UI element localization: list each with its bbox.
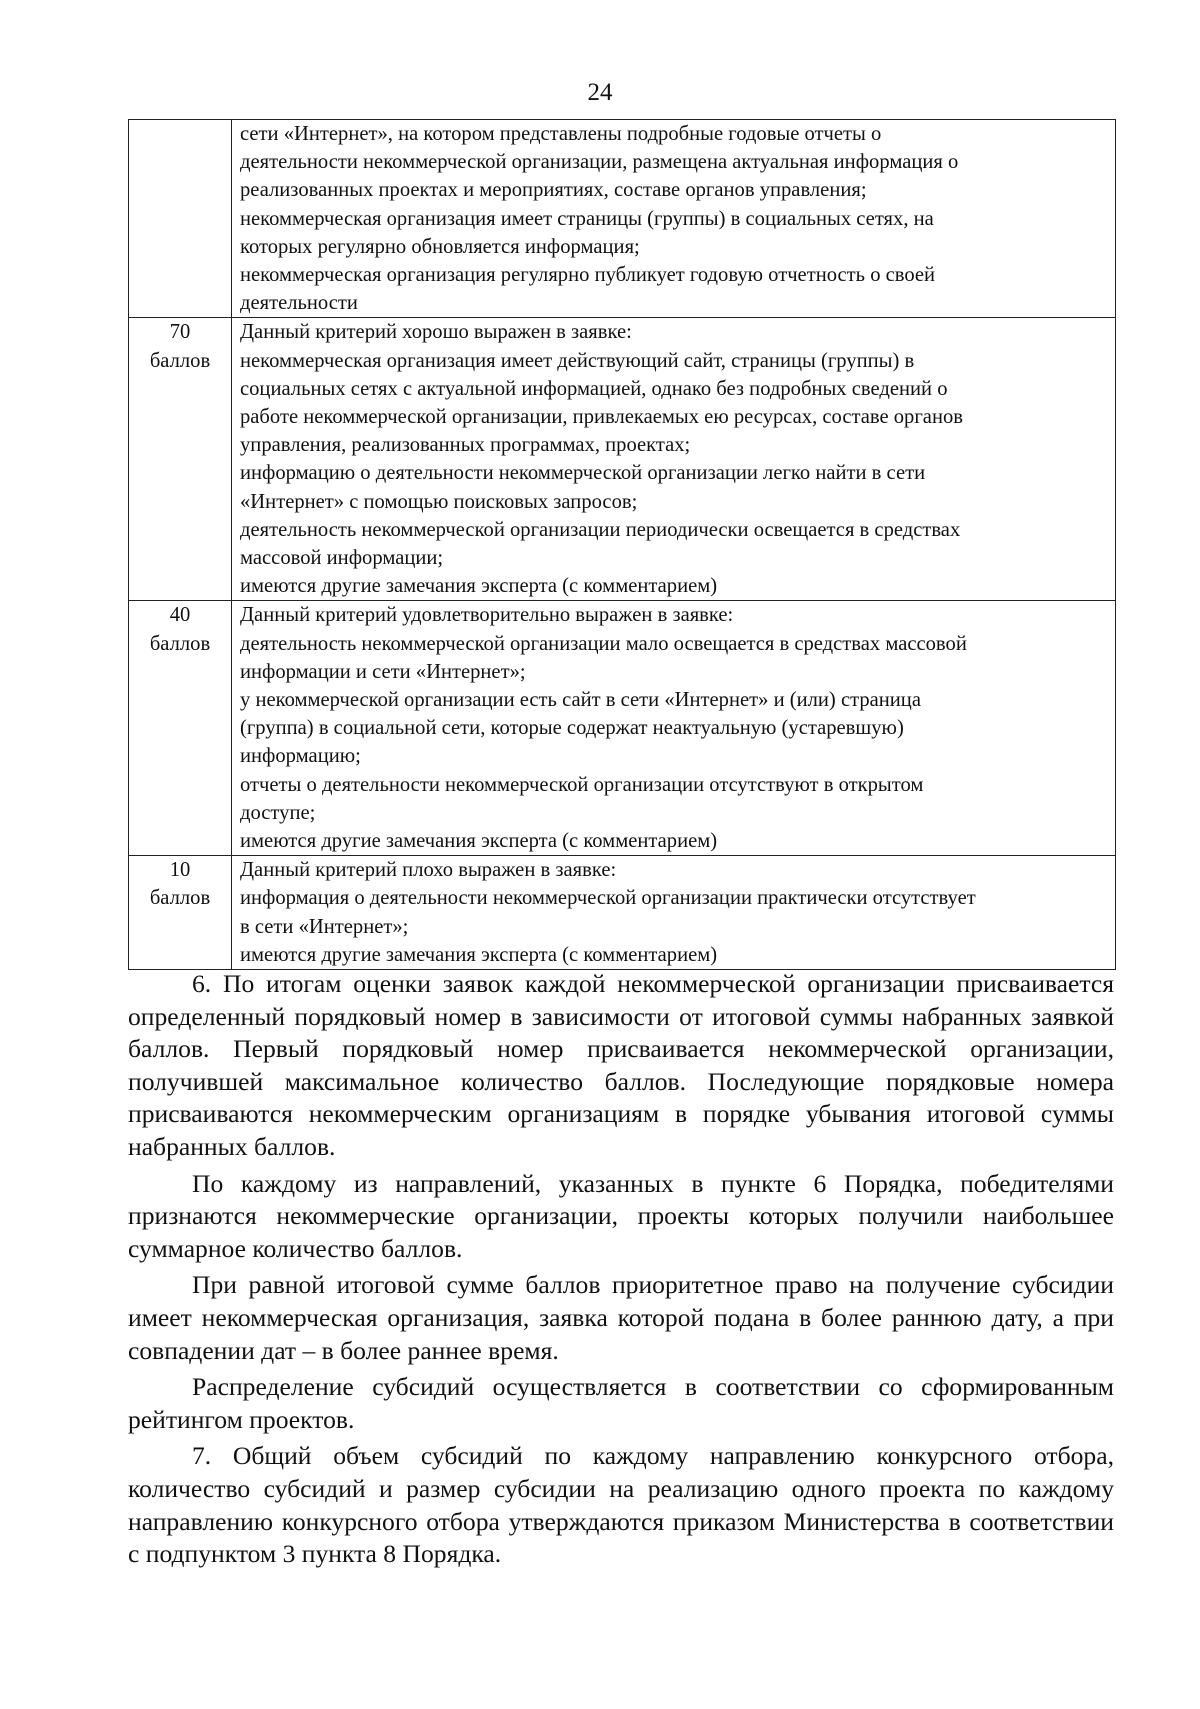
criteria-row: [129, 318, 1116, 601]
criteria-description: [232, 856, 1116, 970]
criteria-line: имеются другие замечания эксперта (с комментарием): [240, 943, 718, 966]
criteria-line: деятельность некоммерческой организации мало освещается в средствах массовой: [240, 632, 967, 655]
body-paragraph: По каждому из направлений, указанных в пункте 6 Порядка, победителями признаются некоммерческие организации, проекты которых получили наибольшее суммарное количество баллов.: [128, 1168, 1114, 1263]
body-paragraph: Распределение субсидий осуществляется в соответствии со сформированным рейтингом проектов.: [128, 1372, 1114, 1434]
criteria-line: работе некоммерческой организации, привлекаемых ею ресурсах, составе органов: [240, 406, 963, 429]
score-value: 40: [169, 604, 191, 627]
criteria-line: Данный критерий хорошо выражен в заявке:: [240, 321, 632, 344]
criteria-line: которых регулярно обновляется информация;: [240, 235, 640, 258]
score-value: 70: [169, 321, 191, 344]
criteria-line: некоммерческая организация регулярно публикует годовую отчетность о своей: [240, 264, 936, 287]
criteria-row: [129, 601, 1116, 856]
criteria-line: «Интернет» с помощью поисковых запросов;: [240, 490, 638, 513]
criteria-line: некоммерческая организация имеет страницы (группы) в социальных сетях, на: [240, 207, 934, 230]
criteria-line: информации и сети «Интернет»;: [240, 660, 526, 683]
body-paragraph: 6. По итогам оценки заявок каждой некоммерческой организации присваивается определенный порядковый номер в зависимости от итоговой суммы набранных заявкой баллов. Первый порядковый номер присваивается некоммерческой организации, получившей максимальное количество баллов. Последующие порядковые номера присваиваются некоммерческим организациям в порядке убывания итоговой суммы набранных баллов.: [128, 969, 1114, 1161]
criteria-line: сети «Интернет», на котором представлены подробные годовые отчеты о: [240, 123, 882, 145]
score-cell: [129, 318, 232, 601]
score-cell: [129, 856, 232, 970]
criteria-line: информацию о деятельности некоммерческой организации легко найти в сети: [240, 462, 926, 485]
criteria-description: [232, 318, 1116, 601]
criteria-line: реализованных проектах и мероприятиях, составе органов управления;: [240, 179, 867, 202]
page-number: 24: [587, 79, 613, 106]
criteria-line: деятельность некоммерческой организации периодически освещается в средствах: [240, 518, 961, 541]
body-paragraph: При равной итоговой сумме баллов приоритетное право на получение субсидии имеет некоммерческая организация, заявка которой подана в более раннюю дату, а при совпадении дат – в более раннее время.: [128, 1270, 1114, 1365]
criteria-line: доступе;: [240, 801, 316, 824]
criteria-row: [129, 120, 1116, 318]
criteria-line: деятельности: [240, 292, 358, 315]
criteria-line: социальных сетях с актуальной информацией, однако без подробных сведений о: [240, 377, 948, 400]
criteria-line: Данный критерий плохо выражен в заявке:: [240, 859, 617, 882]
criteria-line: у некоммерческой организации есть сайт в сети «Интернет» и (или) страница: [240, 689, 921, 712]
criteria-line: информация о деятельности некоммерческой организации практически отсутствует: [240, 887, 976, 910]
criteria-line: имеются другие замечания эксперта (с комментарием): [240, 575, 718, 598]
score-unit: баллов: [149, 349, 211, 372]
criteria-line: имеются другие замечания эксперта (с комментарием): [240, 830, 718, 853]
criteria-line: информацию;: [240, 745, 361, 768]
criteria-line: Данный критерий удовлетворительно выражен в заявке:: [240, 604, 734, 627]
criteria-line: некоммерческая организация имеет действующий сайт, страницы (группы) в: [240, 349, 915, 372]
criteria-row: [129, 856, 1116, 970]
score-value: 10: [169, 859, 191, 882]
criteria-description: [232, 120, 1116, 318]
body-paragraph: 7. Общий объем субсидий по каждому направлению конкурсного отбора, количество субсидий и размер субсидии на реализацию одного проекта по каждому направлению конкурсного отбора утверждаются приказом Министерства в соответствии с подпунктом 3 пункта 8 Порядка.: [128, 1441, 1114, 1569]
criteria-line: управления, реализованных программах, проектах;: [240, 434, 691, 457]
criteria-line: в сети «Интернет»;: [240, 915, 409, 938]
criteria-table: [128, 119, 1116, 970]
score-unit: баллов: [149, 632, 211, 655]
score-cell: [129, 120, 232, 318]
criteria-line: деятельности некоммерческой организации, размещена актуальная информация о: [240, 151, 959, 174]
criteria-line: массовой информации;: [240, 547, 444, 570]
criteria-description: [232, 601, 1116, 856]
criteria-line: (группа) в социальной сети, которые содержат неактуальную (устаревшую): [240, 717, 904, 740]
criteria-line: отчеты о деятельности некоммерческой организации отсутствуют в открытом: [240, 773, 924, 796]
body-text: [128, 968, 1114, 1571]
score-unit: баллов: [149, 887, 211, 910]
score-cell: [129, 601, 232, 856]
criteria-table-body: [129, 120, 1116, 970]
